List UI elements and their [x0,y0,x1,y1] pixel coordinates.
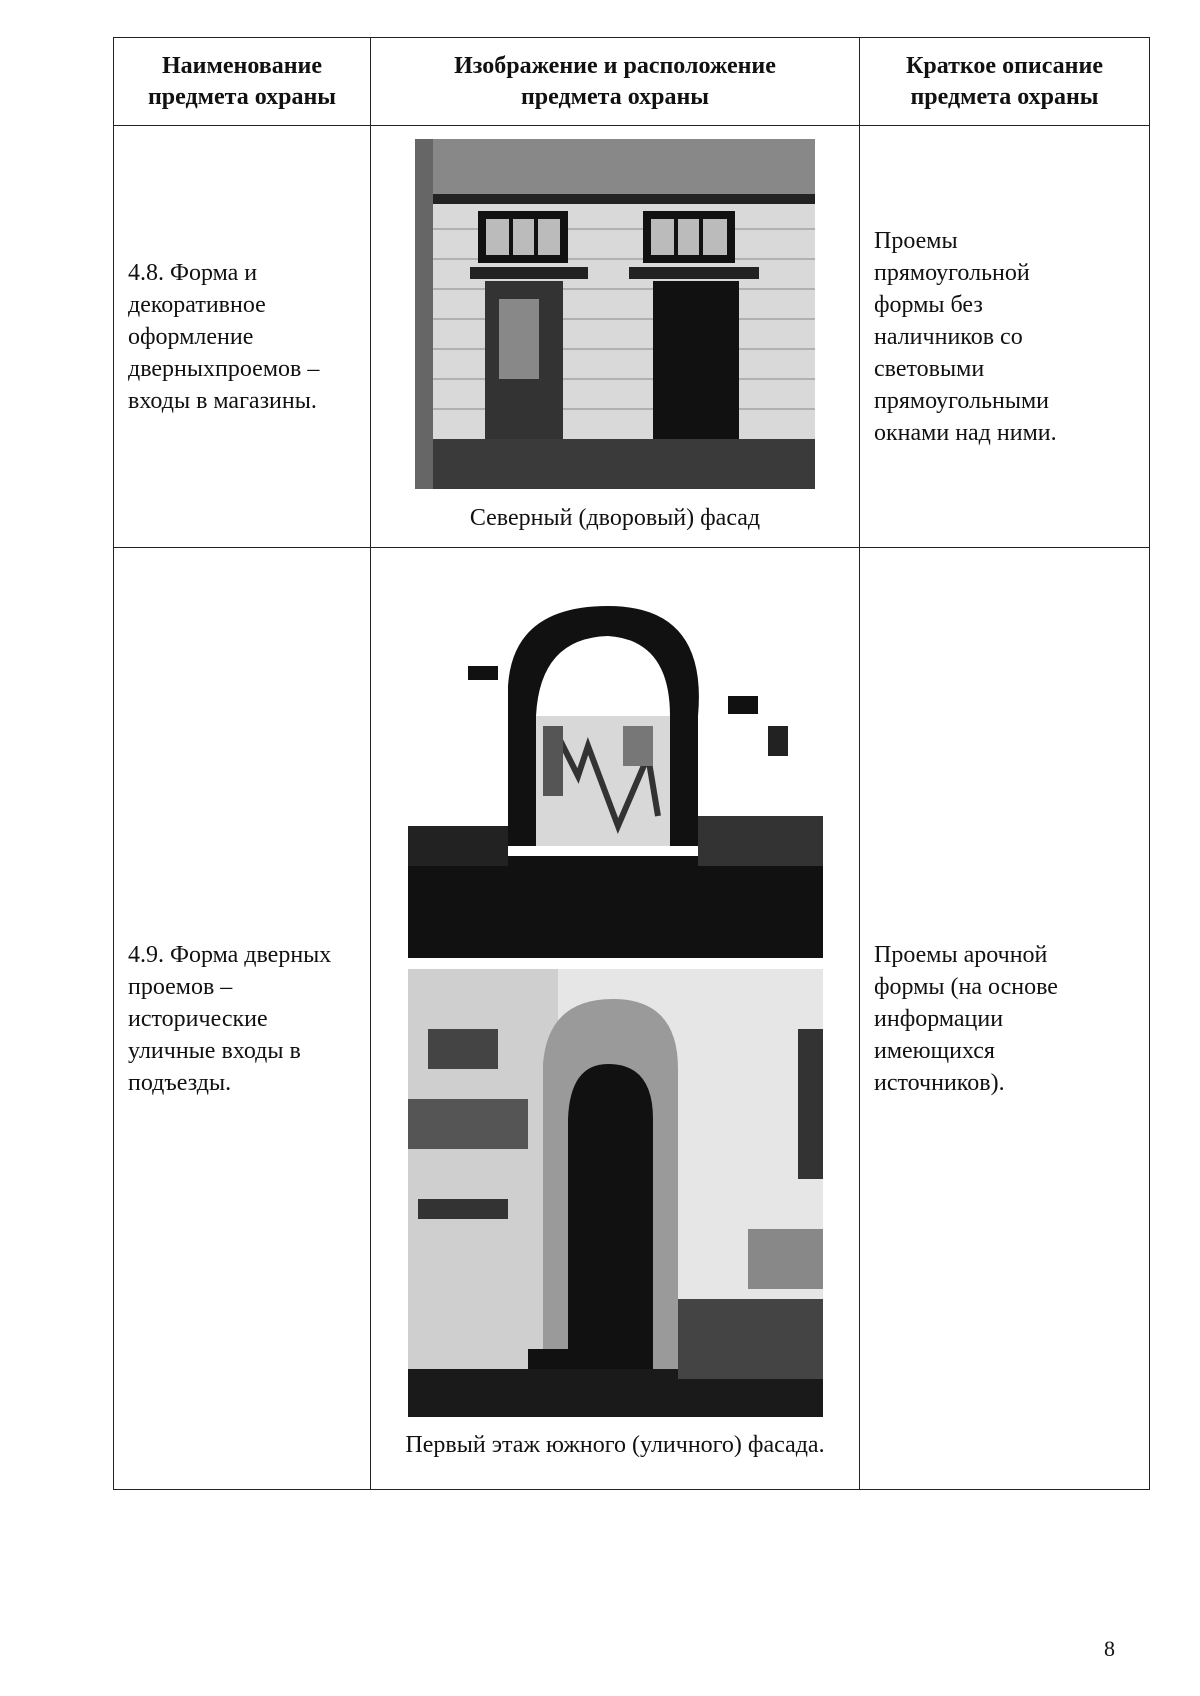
table-header-row [114,38,1150,126]
row-description-cell [860,126,1150,548]
row-description: Проемы прямоугольной формы без наличников со световыми прямоугольными окнами над ними. [874,227,1057,446]
row-image-cell [371,126,860,548]
row-caption: Северный (дворовый) фасад [469,505,761,531]
row-description-cell [860,548,1150,1490]
table-row [114,126,1150,548]
row-name: 4.9. Форма дверных проемов – исторические уличные входы в подъезды. [128,941,332,1096]
header-image: Изображение и расположение предмета охраны [371,38,860,126]
arch-portal-photo [408,576,823,958]
row-name: 4.8. Форма и декоративное оформление дверныхпроемов – входы в магазины. [128,259,320,414]
row-name-cell [114,126,371,548]
header-name: Наименование предмета охраны [114,38,371,126]
table-row [114,548,1150,1490]
header-description: Краткое описание предмета охраны [860,38,1150,126]
row-name-cell [114,548,371,1490]
arched-door-photo [408,969,823,1417]
row-description: Проемы арочной формы (на основе информации имеющихся источников). [874,941,1058,1096]
protection-subjects-table [113,37,1150,1490]
row-image-cell [371,548,860,1490]
row-caption: Первый этаж южного (уличного) фасада. [405,1432,825,1458]
north-facade-photo [415,139,815,489]
page-number: 8 [1104,1636,1115,1661]
